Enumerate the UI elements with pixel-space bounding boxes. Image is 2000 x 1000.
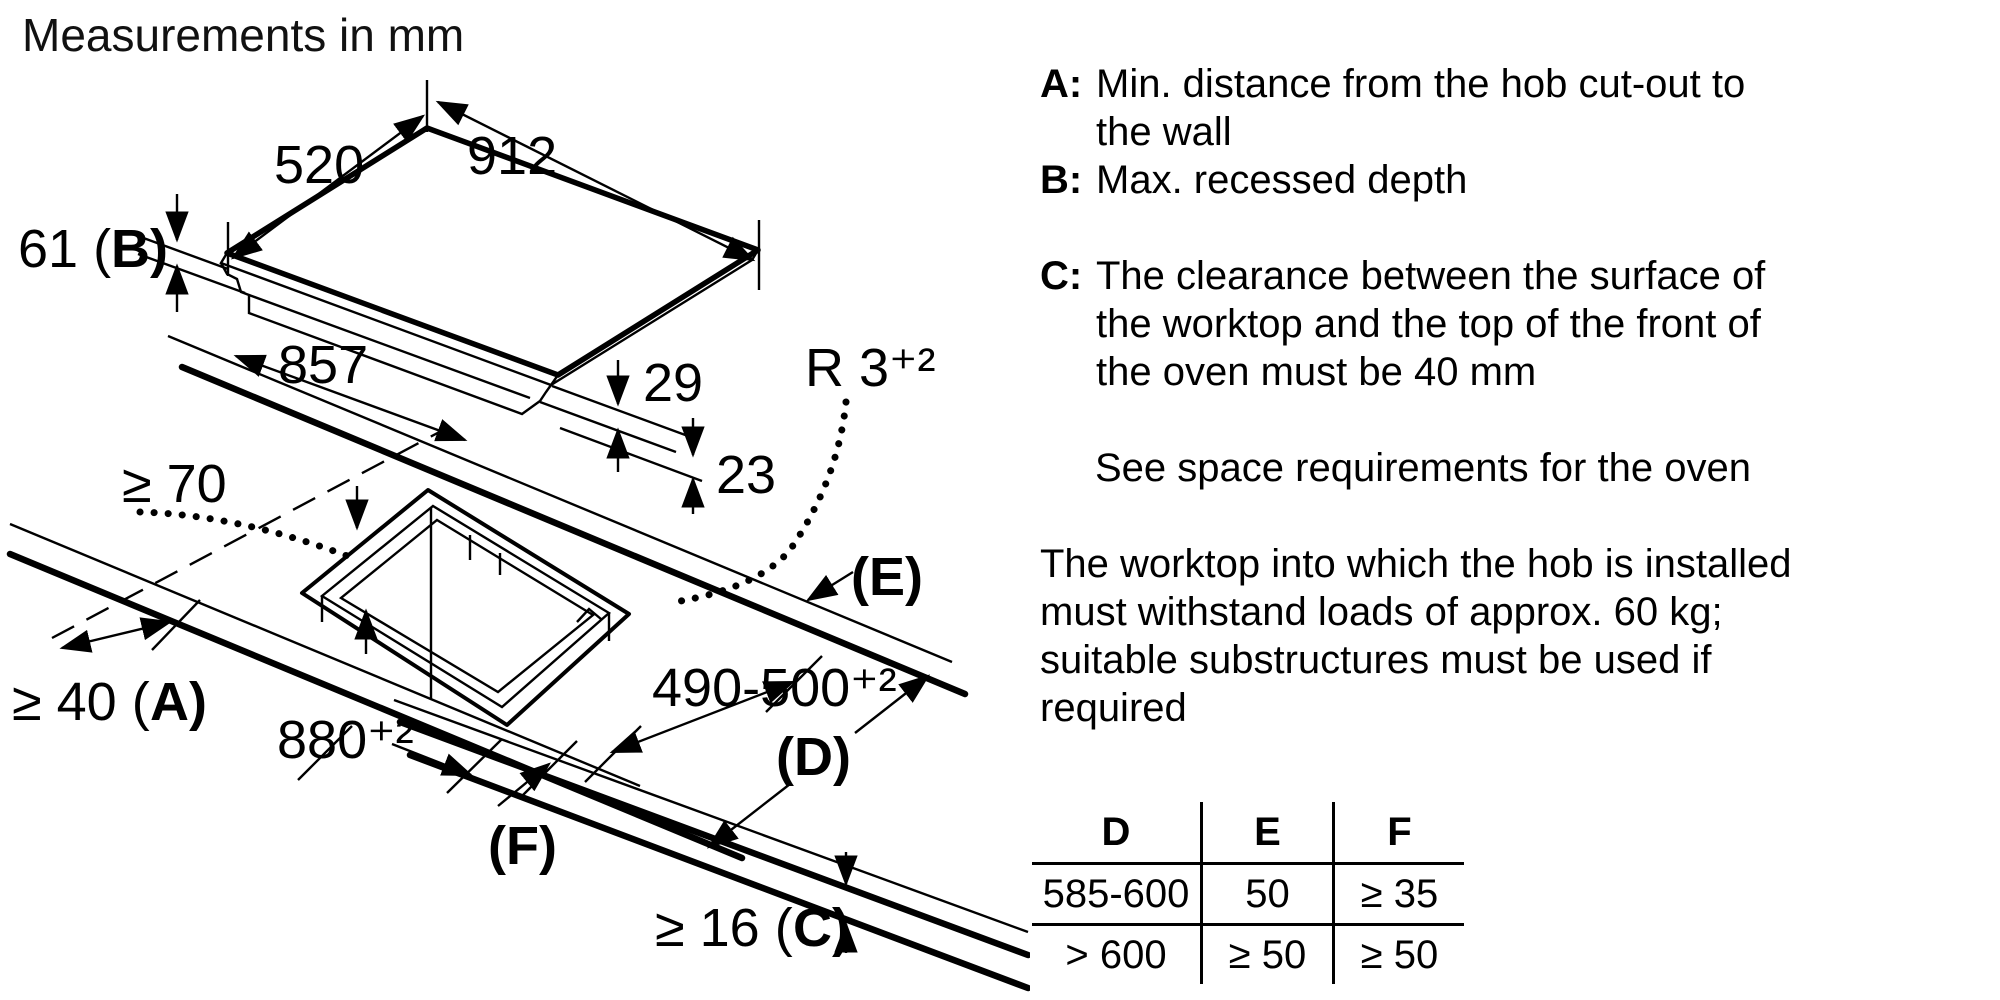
dimension-61-b [18,194,245,312]
dim-520-label: 520 [274,135,365,195]
dim-radius-label: R 3⁺² [805,338,936,398]
note-c [1040,252,1800,396]
dim-29-label: 29 [643,353,704,413]
dim-16c-label: ≥ 16 ( [655,898,793,958]
dim-857-label: 857 [278,335,369,395]
dimension-e [808,547,923,607]
note-b-letter: B: [1040,158,1083,202]
table-cell-e1: 50 [1200,865,1332,926]
dimension-880 [277,710,502,793]
dimension-23 [560,418,776,514]
dimension-857 [236,335,465,440]
dimension-40-a [12,600,207,732]
note-a [1040,60,1800,156]
worktop-cutout [302,490,629,725]
dim-e-label: (E) [851,547,923,607]
notes-panel [1040,60,1800,732]
note-c-text: The clearance between the surface of the worktop and the top of the front of the oven must be 40 mm [1096,254,1766,394]
table-cell-d2: > 600 [1065,932,1167,977]
dimension-16-c [655,852,850,958]
note-c-letter: C: [1040,254,1083,298]
dim-40a-label: ≥ 40 ( [12,672,150,732]
table-header-f: F [1332,802,1464,865]
table-cell-d1: 585-600 [1032,865,1200,926]
dim-490-label: 490-500⁺² [652,658,897,718]
note-b-text: Max. recessed depth [1096,158,1468,202]
worktop-paragraph: The worktop into which the hob is installed must withstand loads of approx. 60 kg; suitable substructures must be used if required [1040,542,1792,730]
dim-912-label: 912 [467,126,558,186]
table-cell-f2: ≥ 50 [1332,926,1464,984]
dim-61b-letter: B) [111,219,168,279]
table-header-e: E [1200,802,1332,865]
dim-61b-label: 61 ( [18,219,112,279]
see-space-note: See space requirements for the oven [1095,446,1751,490]
table-cell-e2: ≥ 50 [1200,926,1332,984]
note-b [1040,156,1800,204]
dim-880-label: 880⁺² [277,710,414,770]
dim-16c-letter: C) [793,898,850,958]
dim-d-label: (D) [776,727,851,787]
dim-70-label: ≥ 70 [122,454,227,514]
table-header-d: D [1032,802,1200,865]
dim-f-label: (F) [488,816,557,876]
page-title: Measurements in mm [22,9,465,61]
dim-23-label: 23 [716,445,777,505]
note-a-letter: A: [1040,62,1083,106]
dim-40a-letter: A) [150,672,207,732]
table-cell-f1: ≥ 35 [1332,865,1464,926]
note-a-text: Min. distance from the hob cut-out to the wall [1096,62,1746,154]
def-dimension-table [1032,802,1464,984]
